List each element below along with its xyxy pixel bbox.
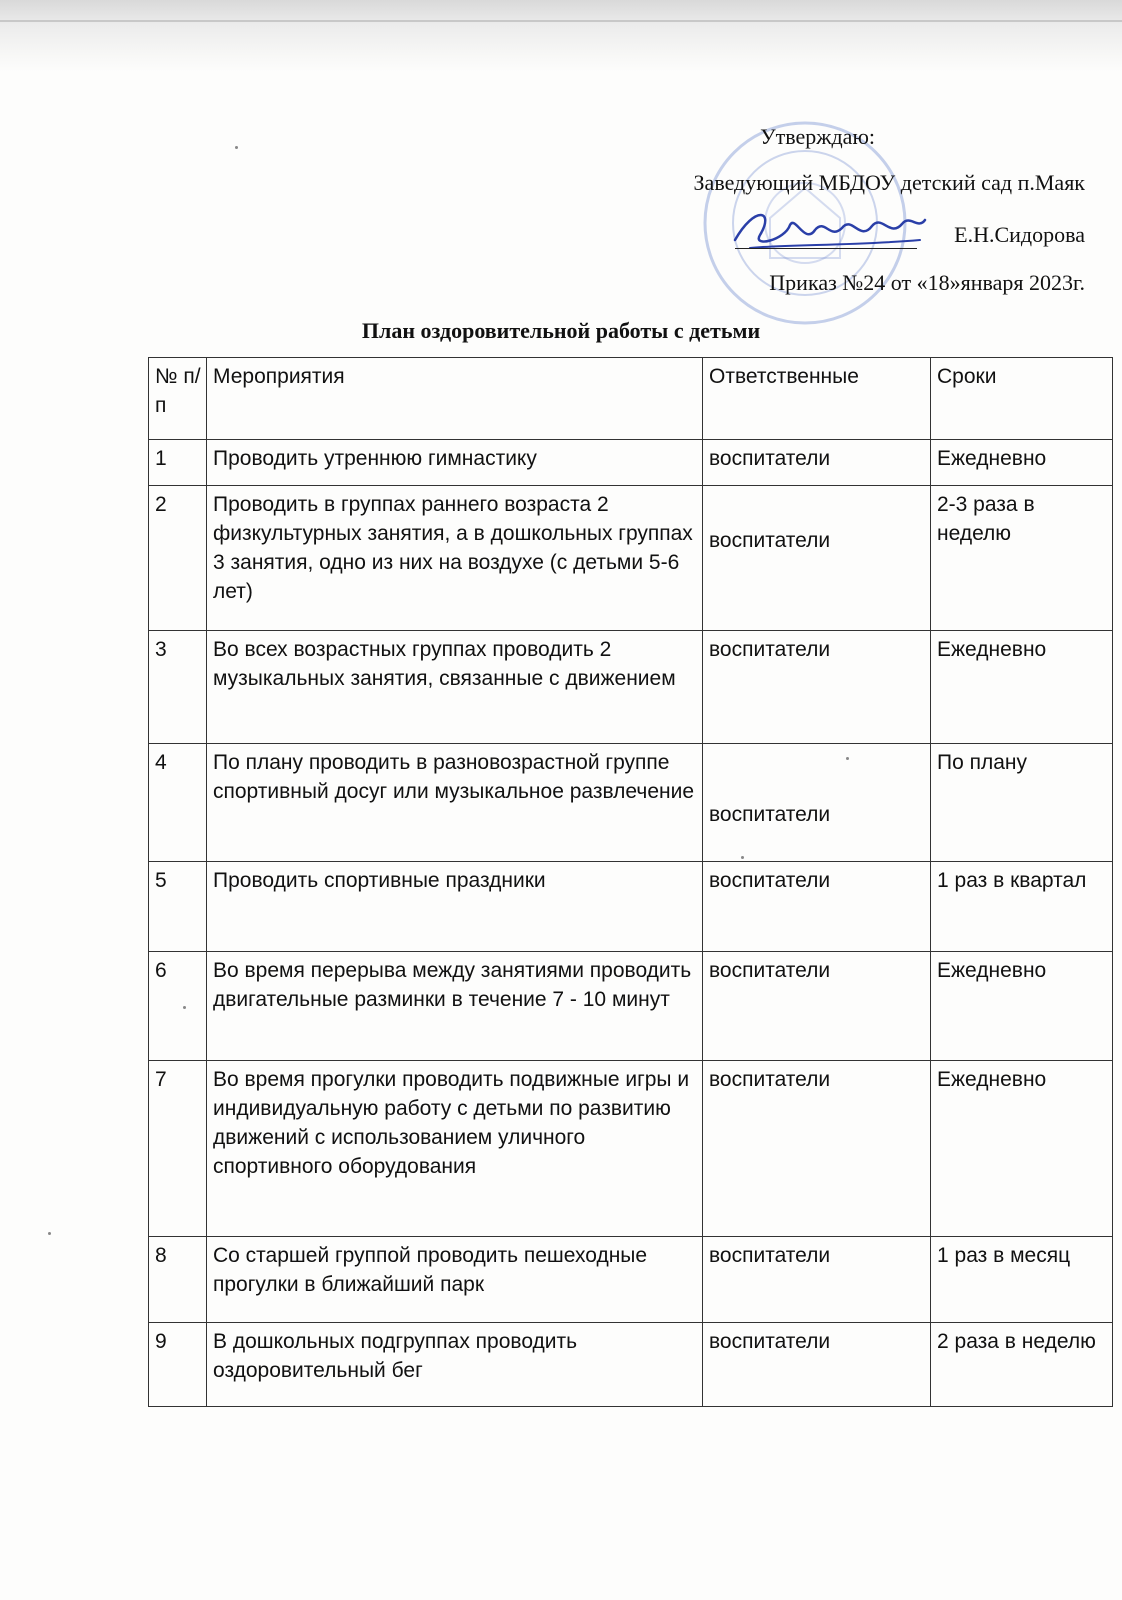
row-activity: Со старшей группой проводить пешеходные прогулки в ближайший парк: [207, 1237, 703, 1323]
table-row: [149, 1061, 1113, 1237]
row-activity: В дошкольных подгруппах проводить оздоровительный бег: [207, 1323, 703, 1407]
row-activity: Во время прогулки проводить подвижные игры и индивидуальную работу с детьми по развитию движений с использованием уличного спортивного оборудования: [207, 1061, 703, 1237]
row-number: 4: [149, 744, 207, 862]
row-number: 3: [149, 631, 207, 744]
row-term: Ежедневно: [931, 440, 1113, 486]
row-term: 2-3 раза в неделю: [931, 486, 1113, 631]
table-row: [149, 440, 1113, 486]
approval-block: [540, 118, 1085, 308]
row-term: 1 раз в квартал: [931, 862, 1113, 952]
scan-top-shadow: [0, 0, 1122, 72]
plan-table: [148, 357, 1113, 1407]
row-term: 2 раза в неделю: [931, 1323, 1113, 1407]
scan-edge-line: [0, 20, 1122, 22]
row-number: 1: [149, 440, 207, 486]
row-number: 2: [149, 486, 207, 631]
row-responsible: воспитатели: [703, 1237, 931, 1323]
row-term: 1 раз в месяц: [931, 1237, 1113, 1323]
row-term: Ежедневно: [931, 952, 1113, 1061]
scan-speck: [183, 1006, 186, 1009]
row-responsible: воспитатели: [703, 952, 931, 1061]
row-number: 9: [149, 1323, 207, 1407]
scan-speck: [235, 146, 238, 149]
table-row: [149, 862, 1113, 952]
row-responsible: воспитатели: [703, 1323, 931, 1407]
row-term: Ежедневно: [931, 631, 1113, 744]
row-number: 6: [149, 952, 207, 1061]
header-term: Сроки: [931, 358, 1113, 440]
header-responsible: Ответственные: [703, 358, 931, 440]
row-responsible: воспитатели: [703, 440, 931, 486]
scan-speck: [48, 1232, 51, 1235]
row-activity: Во всех возрастных группах проводить 2 музыкальных занятия, связанные с движением: [207, 631, 703, 744]
table-row: [149, 486, 1113, 631]
row-activity: Проводить спортивные праздники: [207, 862, 703, 952]
row-activity: Проводить утреннюю гимнастику: [207, 440, 703, 486]
row-activity: По плану проводить в разновозрастной группе спортивный досуг или музыкальное развлечение: [207, 744, 703, 862]
table-row: [149, 1323, 1113, 1407]
row-responsible: воспитатели: [703, 486, 931, 631]
row-term: Ежедневно: [931, 1061, 1113, 1237]
header-number: № п/п: [149, 358, 207, 440]
row-activity: Во время перерыва между занятиями проводить двигательные разминки в течение 7 - 10 минут: [207, 952, 703, 1061]
table-header-row: [149, 358, 1113, 440]
table-row: [149, 631, 1113, 744]
table-row: [149, 952, 1113, 1061]
header-activity: Мероприятия: [207, 358, 703, 440]
approval-order: Приказ №24 от «18»января 2023г.: [769, 270, 1085, 295]
row-number: 5: [149, 862, 207, 952]
row-responsible: воспитатели: [703, 744, 931, 862]
approval-position: Заведующий МБДОУ детский сад п.Маяк: [693, 170, 1085, 195]
row-number: 8: [149, 1237, 207, 1323]
row-activity: Проводить в группах раннего возраста 2 физкультурных занятия, а в дошкольных группах 3 занятия, одно из них на воздухе (с детьми 5-6 лет): [207, 486, 703, 631]
row-responsible: воспитатели: [703, 1061, 931, 1237]
scan-speck: [846, 757, 849, 760]
row-number: 7: [149, 1061, 207, 1237]
table-row: [149, 1237, 1113, 1323]
row-responsible: воспитатели: [703, 631, 931, 744]
document-title: План оздоровительной работы с детьми: [361, 318, 761, 343]
row-responsible: воспитатели: [703, 862, 931, 952]
row-term: По плану: [931, 744, 1113, 862]
approval-heading: Утверждаю:: [760, 124, 875, 149]
approval-signer-name: Е.Н.Сидорова: [954, 222, 1085, 247]
scan-speck: [741, 856, 744, 859]
table-row: [149, 744, 1113, 862]
